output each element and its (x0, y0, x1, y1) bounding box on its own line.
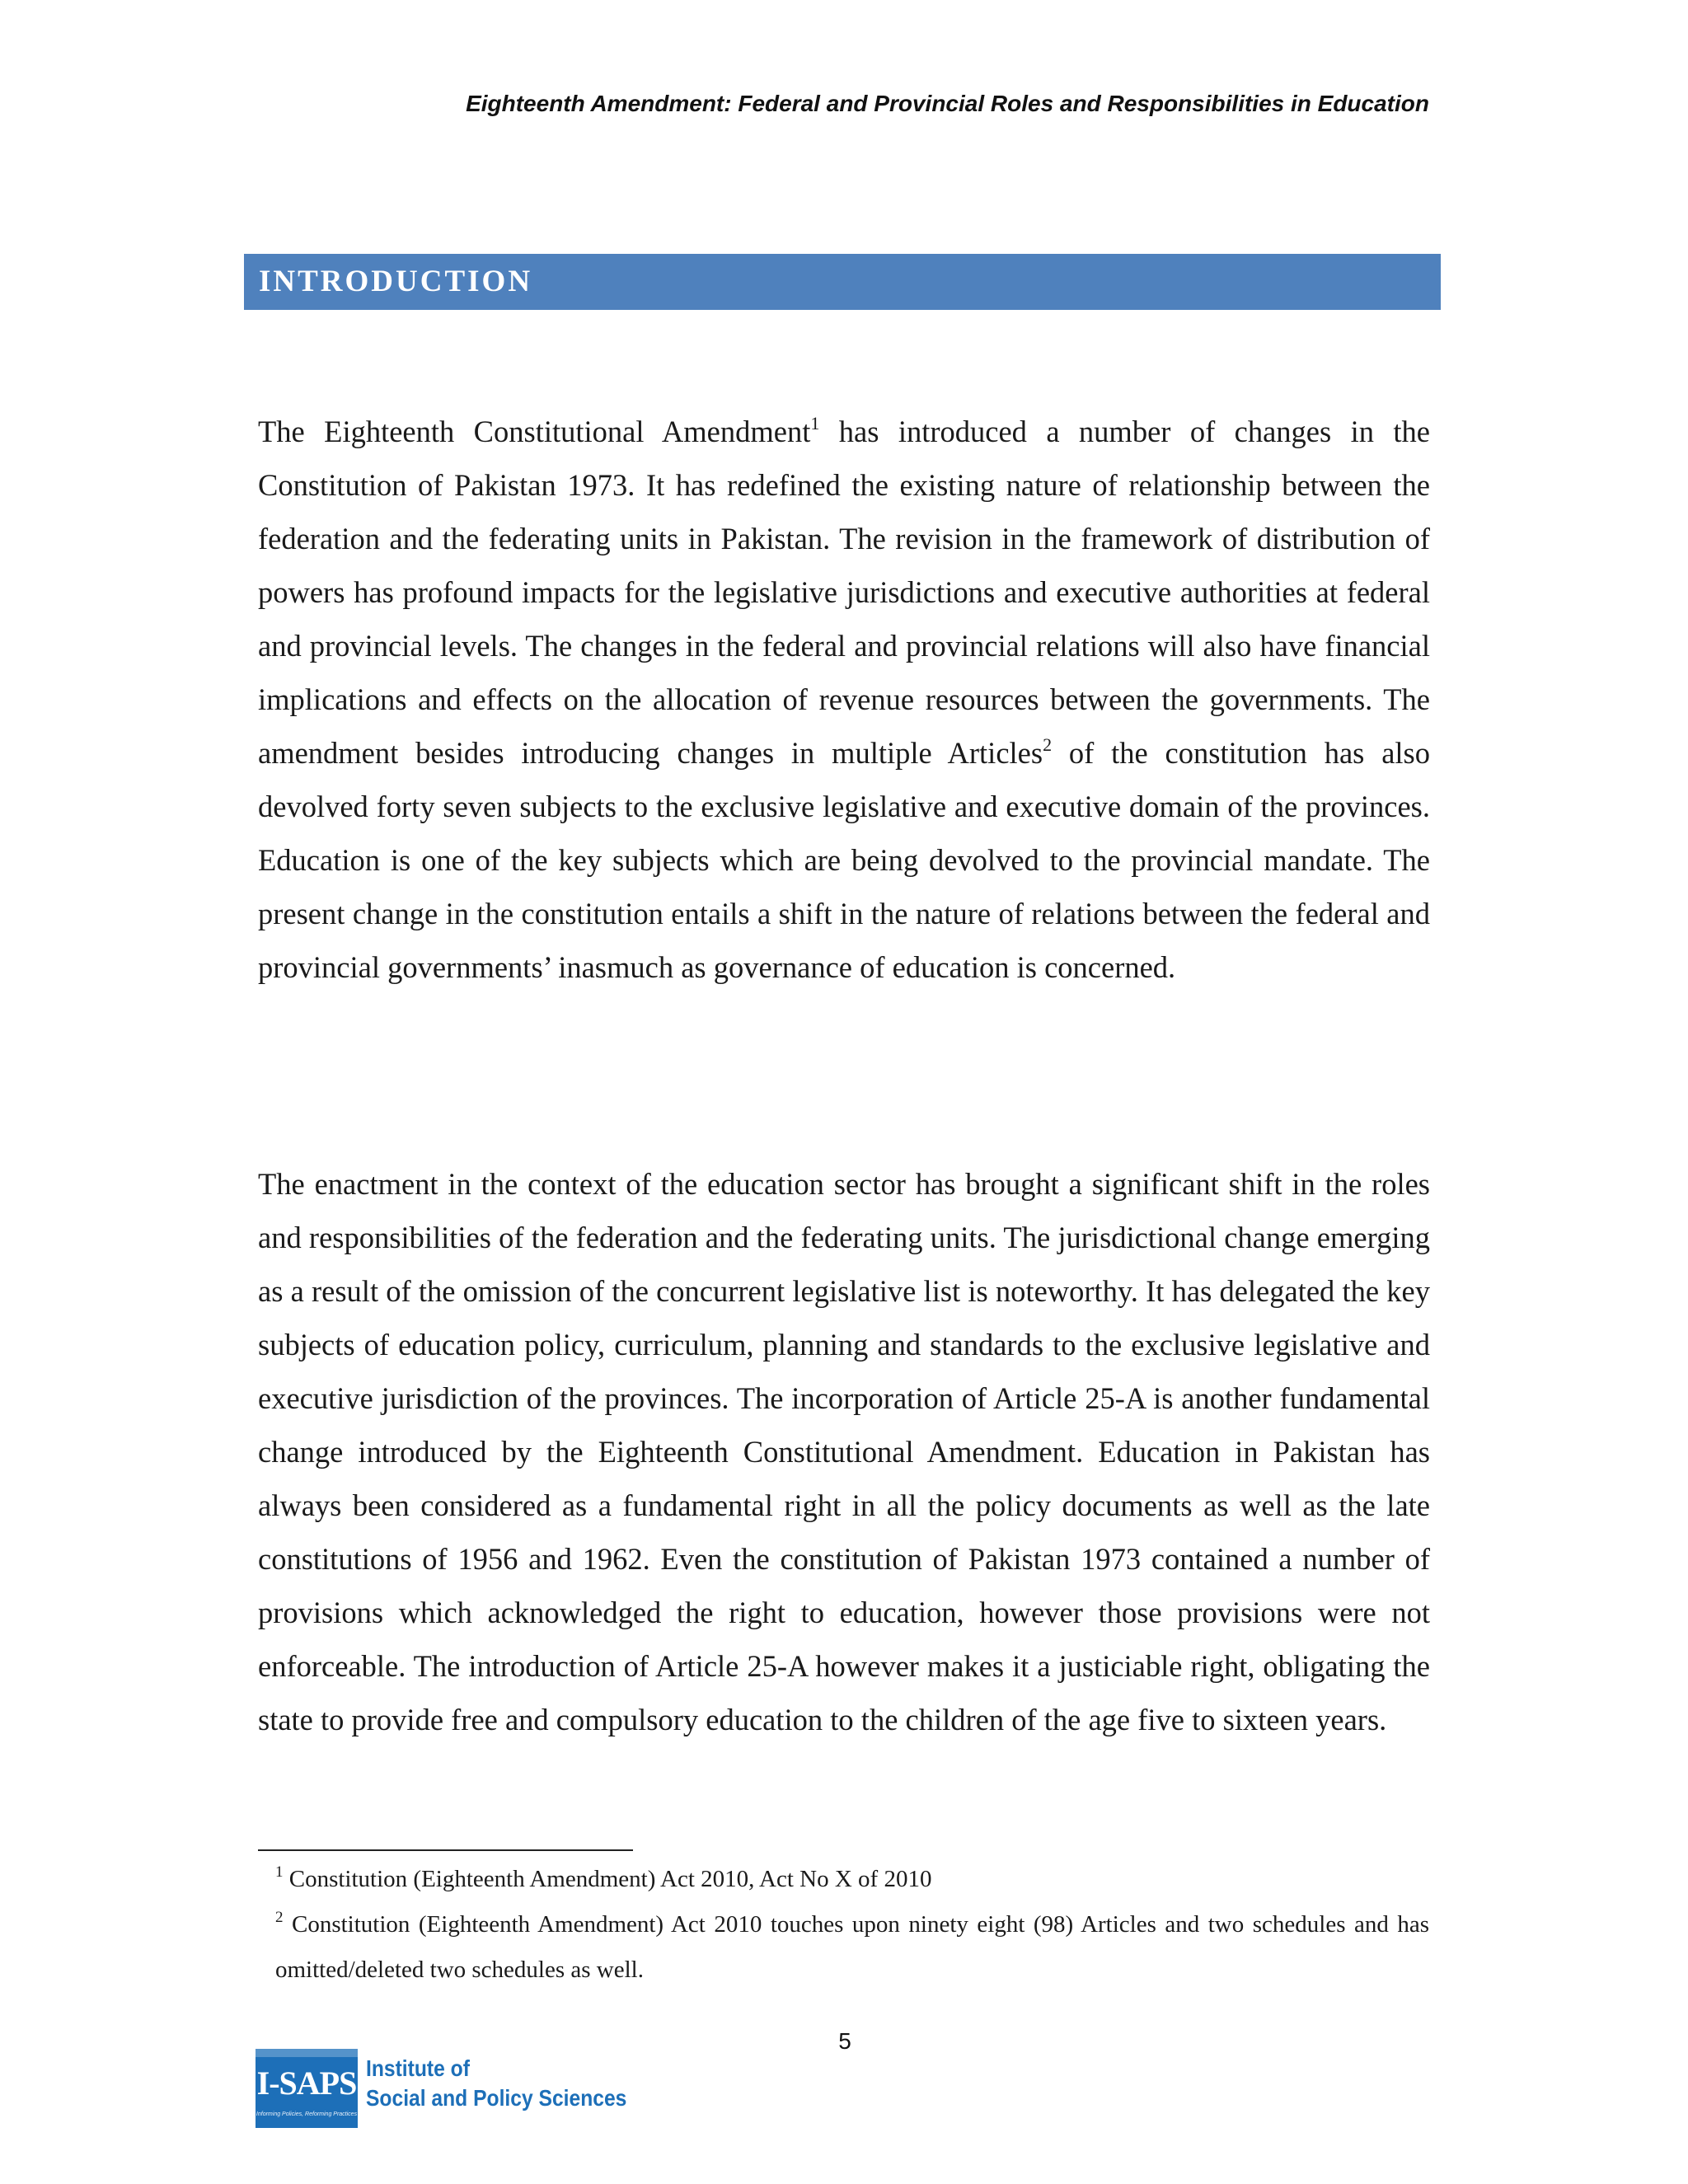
logo-mark (256, 2049, 358, 2128)
body-paragraph-2: The enactment in the context of the education sector has brought a significant shift in the roles and responsibilities of the federation and the federating units. The jurisdictional change emerging as a result of the omission of the concurrent legislative list is noteworthy. It has delegated the key subjects of education policy, curriculum, planning and standards to the exclusive legislative and executive jurisdiction of the provinces. The incorporation of Article 25-A is another fundamental change introduced by the Eighteenth Constitutional Amendment. Education in Pakistan has always been considered as a fundamental right in all the policy documents as well as the late constitutions of 1956 and 1962. Even the constitution of Pakistan 1973 contained a number of provisions which acknowledged the right to education, however those provisions were not enforceable. The introduction of Article 25-A however makes it a justiciable right, obligating the state to provide free and compulsory education to the children of the age five to sixteen years. (258, 1167, 1430, 1736)
isaps-logo (256, 2049, 627, 2128)
paragraph-text: The Eighteenth Constitutional Amendment (258, 415, 811, 448)
footnote-reference-2[interactable]: 2 (1043, 734, 1053, 755)
footnote-marker: 1 (275, 1863, 284, 1881)
footnote-separator (258, 1849, 633, 1851)
section-heading-bar (244, 254, 1441, 310)
footnote-1 (275, 1857, 1429, 1902)
paragraph-text: has introduced a number of changes in the Constitution of Pakistan 1973. It has redefined the existing nature of relationship between the federation and the federating units in Pakistan. The revision in the framework of distribution of powers has profound impacts for the legislative jurisdictions and executive authorities at federal and provincial levels. The changes in the federal and provincial relations will also have financial implications and effects on the allocation of revenue resources between the governments. The amendment besides introducing changes in multiple Articles (258, 415, 1430, 770)
logo-abbreviation: I-SAPS (256, 2064, 357, 2102)
logo-highlight (256, 2049, 358, 2057)
running-header: Eighteenth Amendment: Federal and Provincial Roles and Responsibilities in Education (466, 91, 1429, 116)
logo-name-line-2: Social and Policy Sciences (366, 2085, 627, 2111)
footnote-2 (275, 1902, 1429, 1993)
footnote-text: Constitution (Eighteenth Amendment) Act 2010 touches upon ninety eight (98) Articles and two schedules and has omitted/deleted two schedules as well. (275, 1911, 1429, 1983)
footnote-reference-1[interactable]: 1 (810, 413, 820, 434)
section-title: INTRODUCTION (259, 265, 533, 298)
footnote-text: Constitution (Eighteenth Amendment) Act 2010, Act No X of 2010 (283, 1866, 932, 1892)
logo-tagline: Informing Policies, Reforming Practices (256, 2111, 358, 2117)
page-number: 5 (838, 2028, 851, 2054)
logo-name-line-1: Institute of (366, 2055, 470, 2081)
body-paragraph-1 (258, 405, 1430, 994)
footnote-marker: 2 (275, 1909, 284, 1926)
paragraph-text: of the constitution has also devolved forty seven subjects to the exclusive legislative and executive domain of the provinces. Education is one of the key subjects which are being devolved to the provincial mandate. The present change in the constitution entails a shift in the nature of relations between the federal and provincial governments’ inasmuch as governance of education is concerned. (258, 736, 1430, 984)
